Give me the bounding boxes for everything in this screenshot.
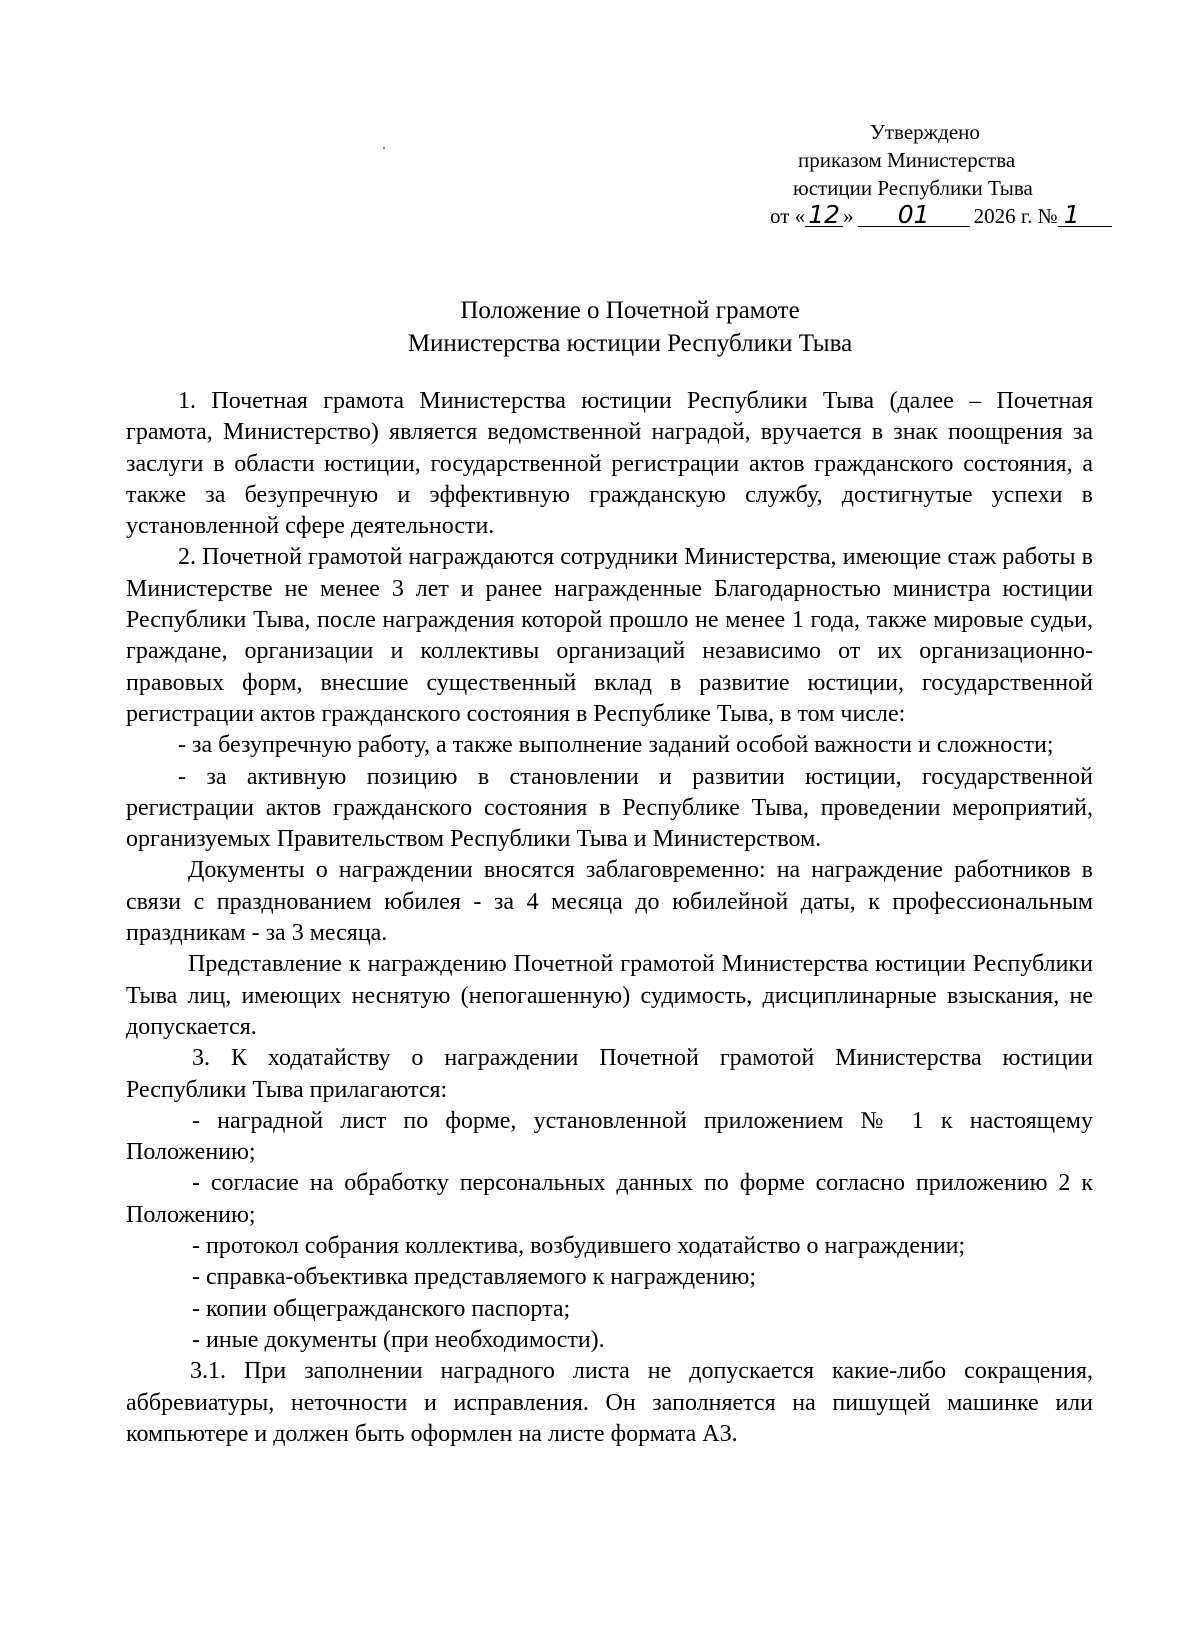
document-title xyxy=(60,294,1200,360)
paragraph-10: - протокол собрания коллектива, возбудившего ходатайство о награждении; xyxy=(192,1233,966,1260)
paragraph-6: Представление к награждению Почетной грамотой Министерства юстиции Республики Тыва лиц, имеющих неснятую (непогашенную) судимость, дисциплинарные взыскания, не допускается. xyxy=(126,951,1093,1040)
approval-line-approved: Утверждено xyxy=(870,120,980,144)
handwritten-month: 01 xyxy=(858,204,970,227)
date-prefix: от « xyxy=(770,204,806,228)
paragraph-9: - согласие на обработку персональных данных по форме согласно приложению 2 к Положению; xyxy=(126,1170,1093,1228)
handwritten-day: 12 xyxy=(805,204,843,227)
title-line-2: Министерства юстиции Республики Тыва xyxy=(407,330,853,357)
paragraph-11: - справка-объективка представляемого к награждению; xyxy=(192,1264,757,1291)
approval-line-ministry: юстиции Республики Тыва xyxy=(793,176,1033,200)
document-body xyxy=(126,386,1093,1450)
paragraph-3: - за безупречную работу, а также выполнение заданий особой важности и сложности; xyxy=(178,732,1054,759)
scan-speck xyxy=(383,147,385,149)
paragraph-1: 1. Почетная грамота Министерства юстиции Республики Тыва (далее – Почетная грамота, Министерство) является ведомственной наградой, вручается в знак поощрения за заслуги в области юстиции, государственной регистрации актов гражданского состояния, а также за безупречную и эффективную гражданскую службу, достигнутые успехи в установленной сфере деятельности. xyxy=(126,388,1093,540)
paragraph-8: - наградной лист по форме, установленной приложением № 1 к настоящему Положению; xyxy=(126,1107,1093,1166)
approval-date-line xyxy=(740,202,1140,230)
date-mid: » xyxy=(843,204,854,228)
paragraph-2: 2. Почетной грамотой награждаются сотрудники Министерства, имеющие стаж работы в Министерстве не менее 3 лет и ранее награжденные Благодарностью министра юстиции Республики Тыва, после награждения которой прошло не менее 1 года, также мировые судьи, граждане, организации и коллективы организаций независимо от их организационно-правовых форм, внесшие существенный вклад в развитие юстиции, государственной регистрации актов гражданского состояния в Республике Тыва, в том числе: xyxy=(126,544,1093,727)
paragraph-7: 3. К ходатайству о награждении Почетной грамотой Министерства юстиции Республики Тыва прилагаются: xyxy=(126,1045,1093,1103)
paragraph-12: - копии общегражданского паспорта; xyxy=(192,1295,571,1322)
approval-block xyxy=(740,118,1140,230)
handwritten-order-number: 1 xyxy=(1058,204,1112,227)
paragraph-4: - за активную позицию в становлении и развитии юстиции, государственной регистрации актов гражданского состояния в Республике Тыва, проведении мероприятий, организуемых Правительством Республики Тыва и Министерством. xyxy=(126,763,1093,853)
title-line-1: Положение о Почетной грамоте xyxy=(460,297,800,324)
approval-line-order: приказом Министерства xyxy=(798,148,1016,172)
date-year: 2026 г. № xyxy=(973,204,1058,228)
paragraph-5: Документы о награждении вносятся заблаговременно: на награждение работников в связи с празднованием юбилея - за 4 месяца до юбилейной даты, к профессиональным праздникам - за 3 месяца. xyxy=(126,857,1093,947)
paragraph-13: - иные документы (при необходимости). xyxy=(192,1326,605,1353)
paragraph-14: 3.1. При заполнении наградного листа не допускается какие-либо сокращения, аббревиатуры, неточности и исправления. Он заполняется на пишущей машинке или компьютере и должен быть оформлен на листе формата А3. xyxy=(126,1358,1093,1447)
